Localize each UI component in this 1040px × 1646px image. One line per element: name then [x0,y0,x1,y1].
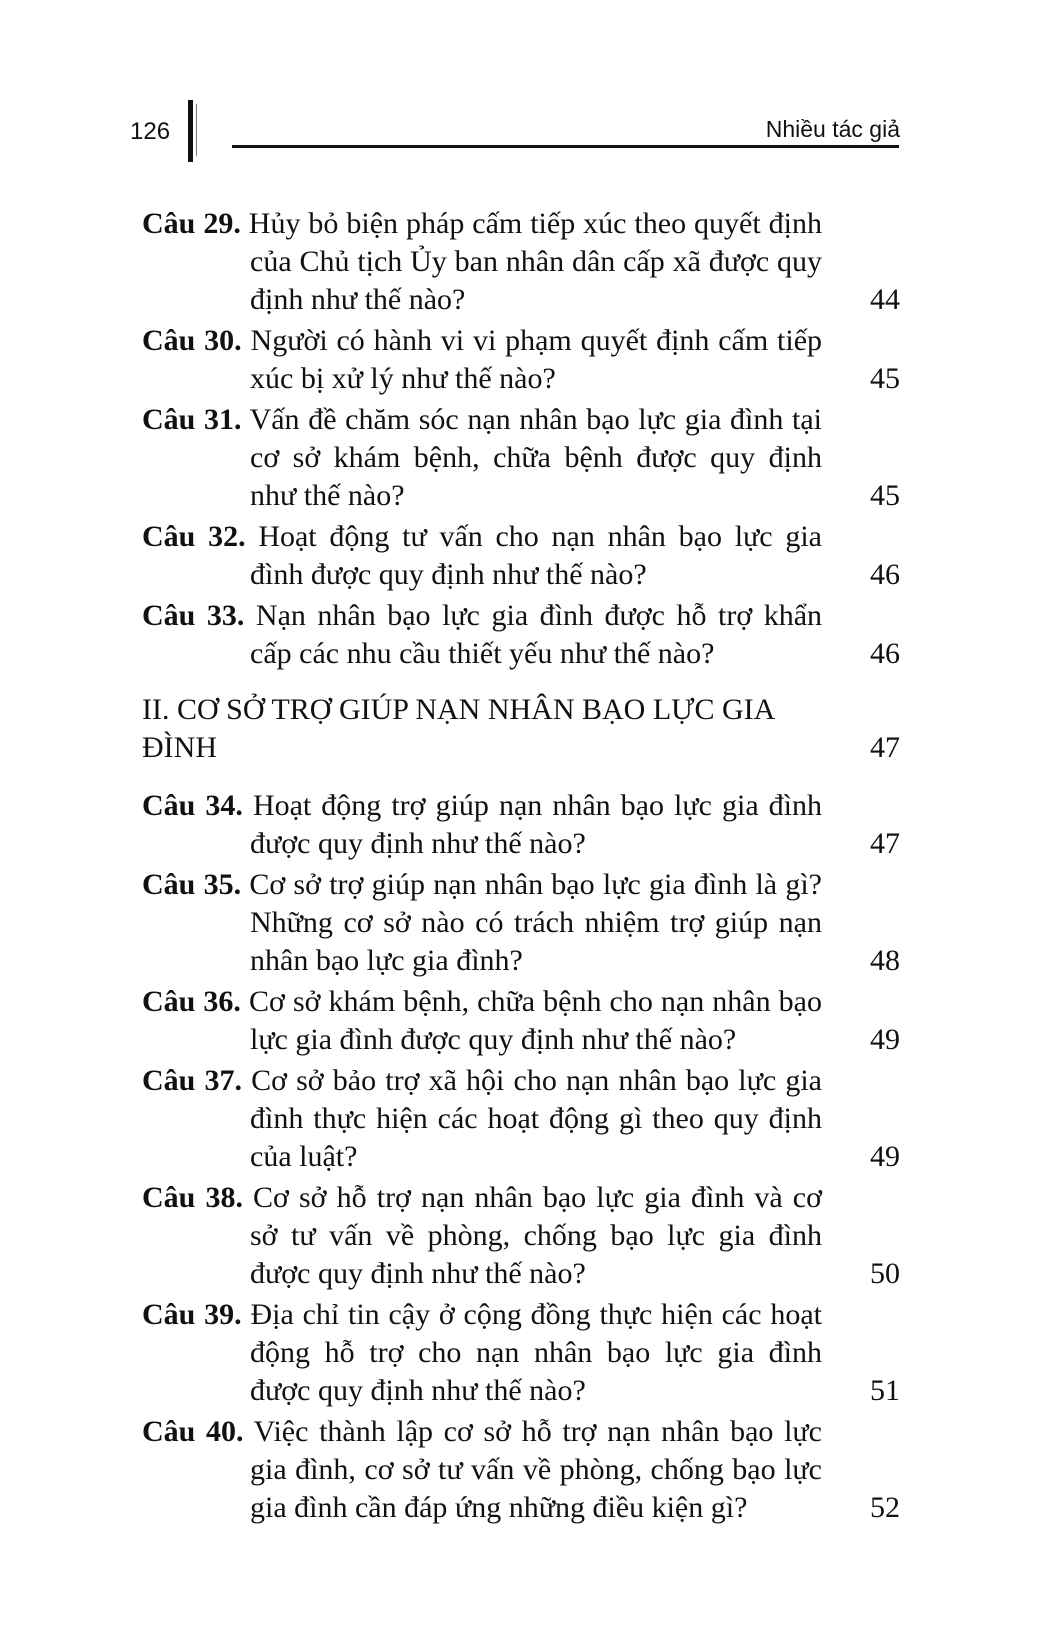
toc-entry-title: Nạn nhân bạo lực gia đình được hỗ trợ khẩn cấp các nhu cầu thiết yếu như thế nào? [250,599,823,670]
header-ornament-bar [188,100,193,162]
toc-entry-label: Câu 35. [142,868,242,901]
toc-entry-title: Cơ sở trợ giúp nạn nhân bạo lực gia đình là gì? Những cơ sở nào có trách nhiệm trợ giúp nạn nhân bạo lực gia đình? [249,868,822,977]
toc-entry-page: 48 [870,944,900,977]
toc-entry-text-block [142,983,822,1059]
toc-entry [142,1062,900,1176]
toc-entry-title: Người có hành vi vi phạm quyết định cấm tiếp xúc bị xử lý như thế nào? [250,324,823,395]
running-author: Nhiều tác giả [765,116,900,142]
toc-entry-label: Câu 34. [142,789,243,822]
toc-entry-label: Câu 33. [142,599,245,632]
toc-entry-text-block [142,866,822,980]
toc-entry-label: Câu 36. [142,985,241,1018]
header-ornament-line [196,104,197,156]
toc-group-before [142,205,900,673]
toc-entry-label: Câu 40. [142,1415,244,1448]
toc-entry [142,866,900,980]
toc-entry-text-block [142,1296,822,1410]
toc-entry-title: Cơ sở khám bệnh, chữa bệnh cho nạn nhân bạo lực gia đình được quy định như thế nào? [249,985,822,1056]
toc-entry-page: 51 [870,1374,900,1407]
header-rule [232,145,899,148]
toc-group-after [142,787,900,1527]
toc-entry-page: 46 [870,558,900,591]
toc-entry [142,1296,900,1410]
toc-entry-page: 49 [870,1023,900,1056]
page-number: 126 [130,118,171,145]
toc-entry-title: Vấn đề chăm sóc nạn nhân bạo lực gia đình tại cơ sở khám bệnh, chữa bệnh được quy định như thế nào? [249,403,822,512]
toc-entry [142,401,900,515]
toc-entry-title: Hoạt động tư vấn cho nạn nhân bạo lực gia đình được quy định như thế nào? [250,520,822,591]
toc-entry-page: 45 [870,479,900,512]
running-header [0,0,1040,170]
toc-entry-label: Câu 38. [142,1181,243,1214]
toc-entry [142,787,900,863]
toc-entry-text-block [142,597,822,673]
toc-entry-page: 50 [870,1257,900,1290]
toc-entry-text-block [142,322,822,398]
toc-entry-text-block [142,518,822,594]
toc-entry [142,205,900,319]
toc-entry-text-block [142,205,822,319]
toc-entry-title: Cơ sở hỗ trợ nạn nhân bạo lực gia đình và cơ sở tư vấn về phòng, chống bạo lực gia đình được quy định như thế nào? [250,1181,822,1290]
table-of-contents [142,205,900,1527]
toc-entry [142,1413,900,1527]
toc-entry-page: 45 [870,362,900,395]
toc-entry [142,1179,900,1293]
toc-entry-label: Câu 39. [142,1298,242,1331]
toc-entry-text-block [142,1062,822,1176]
toc-entry-page: 46 [870,637,900,670]
toc-entry-text-block [142,1179,822,1293]
toc-entry-title: Địa chỉ tin cậy ở cộng đồng thực hiện các hoạt động hỗ trợ cho nạn nhân bạo lực gia đình được quy định như thế nào? [250,1298,822,1407]
toc-entry-text-block [142,401,822,515]
toc-entry-label: Câu 29. [142,207,241,240]
toc-entry-title: Hủy bỏ biện pháp cấm tiếp xúc theo quyết định của Chủ tịch Ủy ban nhân dân cấp xã được quy định như thế nào? [248,207,822,316]
toc-entry [142,322,900,398]
toc-entry-page: 44 [870,283,900,316]
toc-entry-text-block [142,787,822,863]
toc-entry-label: Câu 37. [142,1064,242,1097]
toc-entry-page: 47 [870,827,900,860]
toc-entry-title: Cơ sở bảo trợ xã hội cho nạn nhân bạo lực gia đình thực hiện các hoạt động gì theo quy định của luật? [250,1064,822,1173]
section-title: II. CƠ SỞ TRỢ GIÚP NẠN NHÂN BẠO LỰC GIA ĐÌNH [142,693,774,764]
toc-entry [142,518,900,594]
toc-entry [142,983,900,1059]
toc-entry [142,597,900,673]
toc-entry-label: Câu 32. [142,520,246,553]
toc-entry-title: Hoạt động trợ giúp nạn nhân bạo lực gia đình được quy định như thế nào? [250,789,823,860]
toc-entry-title: Việc thành lập cơ sở hỗ trợ nạn nhân bạo lực gia đình, cơ sở tư vấn về phòng, chống bạo lực gia đình cần đáp ứng những điều kiện gì? [250,1415,822,1524]
toc-section-heading [142,691,900,767]
toc-entry-page: 49 [870,1140,900,1173]
toc-entry-page: 52 [870,1491,900,1524]
section-page: 47 [870,731,900,764]
toc-entry-label: Câu 31. [142,403,242,436]
toc-entry-label: Câu 30. [142,324,242,357]
toc-entry-text-block [142,1413,822,1527]
